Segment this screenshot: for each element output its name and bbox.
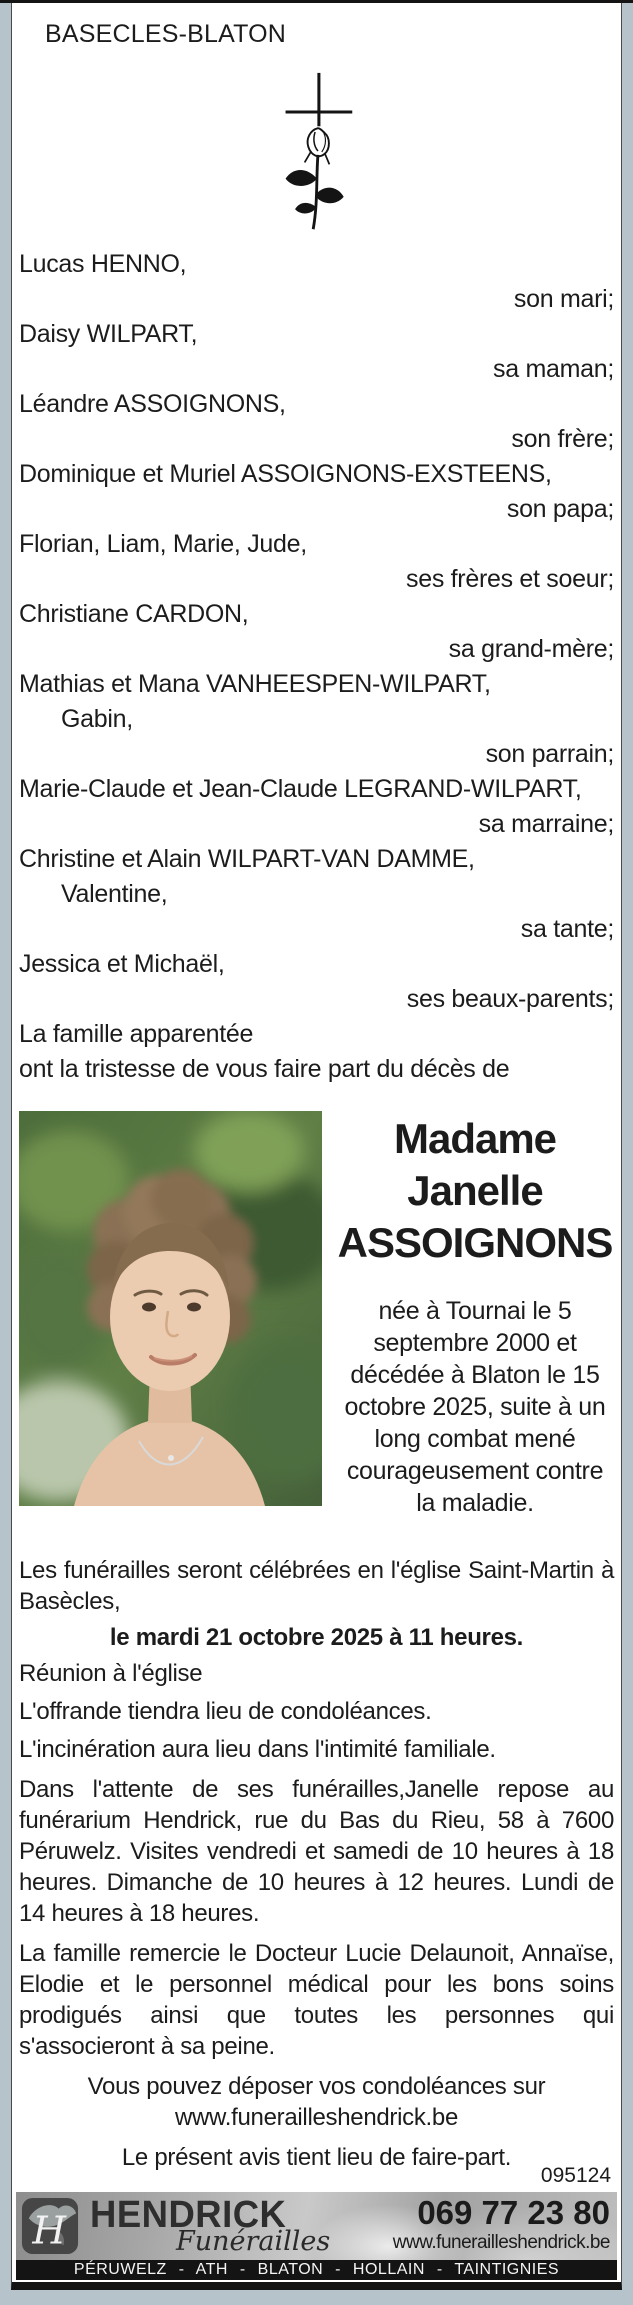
brand-subtitle: Funérailles: [176, 2226, 331, 2257]
relation-label: sa grand-mère;: [448, 635, 614, 663]
intro-line-1: La famille apparentée: [19, 1020, 254, 1048]
top-border-rule: [0, 0, 633, 3]
family-name: Marie-Claude et Jean-Claude LEGRAND-WILPART,: [19, 775, 582, 803]
deceased-last-name: ASSOIGNONS: [337, 1219, 613, 1266]
phone-number: 069 77 23 80: [417, 2194, 610, 2231]
funeral-intro: Les funérailles seront célébrées en l'église Saint-Martin à Basècles,: [19, 1557, 614, 1615]
announcement-section: [19, 1555, 614, 2173]
condolences-line: Vous pouvez déposer vos condoléances sur: [87, 2073, 546, 2100]
condolences-url[interactable]: www.funerailleshendrick.be: [174, 2104, 458, 2131]
family-names: [19, 667, 614, 737]
family-list: [19, 247, 614, 1017]
family-entry: [19, 457, 614, 527]
deceased-first-name: Janelle: [407, 1167, 543, 1214]
funeral-home-footer: [12, 2164, 621, 2282]
obituary-content: [12, 20, 621, 2173]
family-entry: [19, 772, 614, 842]
family-entry: [19, 247, 614, 317]
life-details: née à Tournai le 5 septembre 2000 et décédée à Blaton le 15 octobre 2025, suite à un long combat mené courageusement contre la maladie.: [344, 1297, 606, 1517]
relation-label: ses frères et soeur;: [406, 565, 614, 593]
family-names: [19, 842, 614, 912]
family-entry: [19, 947, 614, 1017]
deceased-title: Madame: [393, 1115, 557, 1162]
cremation-line: L'incinération aura lieu dans l'intimité familiale.: [19, 1736, 496, 1763]
family-entry: [19, 842, 614, 947]
relation-label: son mari;: [513, 285, 614, 313]
family-name: Gabin,: [61, 705, 133, 733]
family-names: [19, 247, 614, 282]
family-name: Dominique et Muriel ASSOIGNONS-EXSTEENS,: [19, 460, 552, 488]
family-entry: [19, 527, 614, 597]
repose-paragraph: Dans l'attente de ses funérailles,Janelle repose au funérarium Hendrick, rue du Bas du Rieu, 58 à 7600 Péruwelz. Visites vendredi et samedi de 10 heures à 18 heures. Dimanche de 10 heures à 12 heures. Lundi de 14 heures à 18 heures.: [19, 1776, 614, 1927]
family-names: [19, 387, 614, 422]
website-url[interactable]: www.funerailleshendrick.be: [392, 2232, 610, 2253]
family-name: Christine et Alain WILPART-VAN DAMME,: [19, 845, 475, 873]
region-label: BASECLES-BLATON: [45, 20, 287, 48]
family-entry: [19, 387, 614, 457]
obituary-card: [11, 2, 622, 2290]
relation-label: son papa;: [506, 495, 614, 523]
family-name: Léandre ASSOIGNONS,: [19, 390, 286, 418]
family-names: [19, 772, 614, 807]
family-names: [19, 457, 614, 492]
cross-rose-icon: [19, 71, 614, 233]
family-name: Jessica et Michaël,: [19, 950, 225, 978]
locations-strip: PÉRUWELZ - ATH - BLATON - HOLLAIN - TAINTIGNIES: [16, 2260, 617, 2280]
relation-label: son parrain;: [485, 740, 614, 768]
deceased-section: [19, 1111, 614, 1519]
relation-label: sa marraine;: [478, 810, 614, 838]
deceased-name-block: [336, 1111, 614, 1519]
meeting-line: Réunion à l'église: [19, 1660, 203, 1687]
family-names: [19, 317, 614, 352]
family-entry: [19, 317, 614, 387]
thanks-paragraph: La famille remercie le Docteur Lucie Delaunoit, Annaïse, Elodie et le personnel médical pour les bons soins prodigués ainsi que toutes les personnes qui s'associeront à sa peine.: [19, 1940, 614, 2060]
reference-number: 095124: [540, 2164, 611, 2187]
relation-label: ses beaux-parents;: [406, 985, 614, 1013]
notice-line: Le présent avis tient lieu de faire-part.: [121, 2144, 512, 2171]
family-entry: [19, 667, 614, 772]
relation-label: son frère;: [511, 425, 614, 453]
family-entry: [19, 597, 614, 667]
hendrick-logo-icon: [21, 2197, 79, 2255]
svg-text:H: H: [32, 2208, 66, 2254]
family-names: [19, 947, 614, 982]
relation-label: sa tante;: [520, 915, 614, 943]
family-names: [19, 527, 614, 562]
family-name: Mathias et Mana VANHEESPEN-WILPART,: [19, 670, 491, 698]
brand-name: HENDRICK: [90, 2194, 287, 2236]
funeral-datetime: le mardi 21 octobre 2025 à 11 heures.: [109, 1624, 524, 1651]
family-name: Lucas HENNO,: [19, 250, 187, 278]
funeral-home-banner: [16, 2192, 617, 2260]
relation-label: sa maman;: [493, 355, 614, 383]
family-names: [19, 597, 614, 632]
intro-line-2: ont la tristesse de vous faire part du décès de: [19, 1055, 510, 1083]
offering-line: L'offrande tiendra lieu de condoléances.: [19, 1698, 432, 1725]
family-name: Florian, Liam, Marie, Jude,: [19, 530, 307, 558]
family-name: Christiane CARDON,: [19, 600, 249, 628]
portrait-photo: [19, 1111, 322, 1506]
family-name: Daisy WILPART,: [19, 320, 198, 348]
family-name: Valentine,: [61, 880, 168, 908]
